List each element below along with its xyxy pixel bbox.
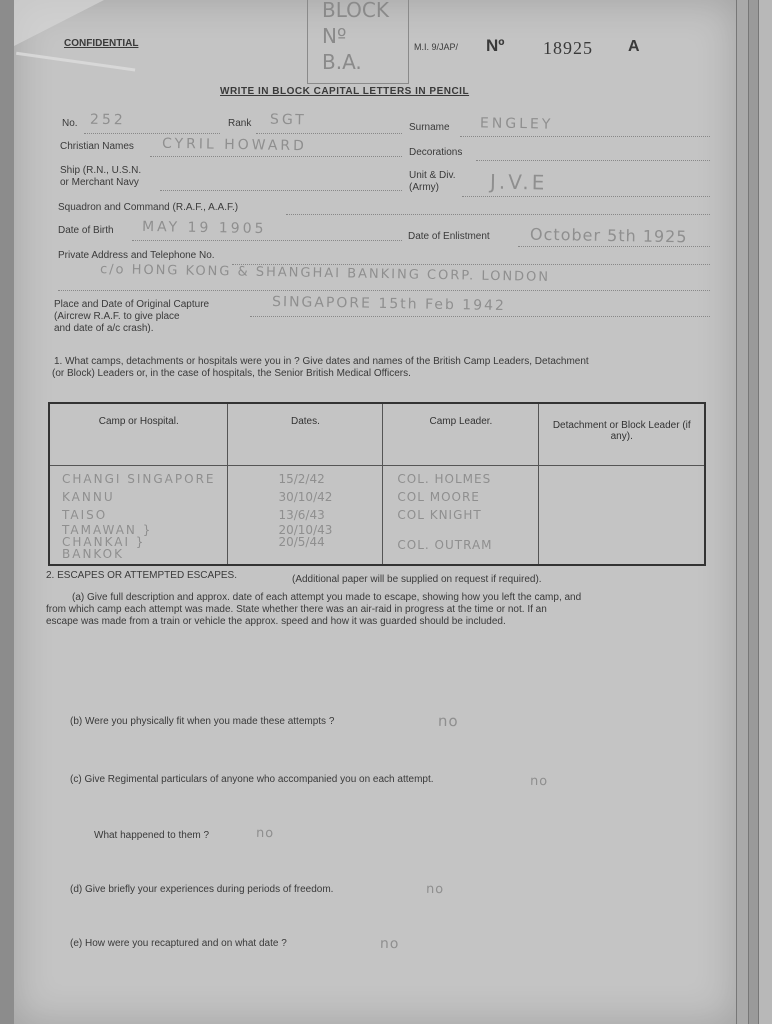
question-2e-text: (e) How were you recaptured and on what date ? — [70, 938, 287, 949]
field-line — [286, 214, 710, 215]
question-2a-text: (a) Give full description and approx. date of each attempt you made to escape, showing how you left the camp, and — [72, 592, 582, 603]
christian-names-label: Christian Names — [60, 141, 134, 152]
binding-edge — [0, 0, 14, 1024]
question-2d-answer: no — [425, 881, 445, 898]
date-cell: 30/10/42 — [278, 490, 333, 504]
camp-cell: KANNU — [62, 490, 115, 504]
column-header: Dates. — [228, 403, 383, 466]
detachment-column — [539, 466, 705, 566]
confidential-label: CONFIDENTIAL — [64, 38, 139, 49]
camp-column — [49, 466, 228, 566]
camp-cell: TAISO — [62, 508, 108, 522]
date-cell: 13/6/43 — [278, 508, 325, 522]
column-header: Detachment or Block Leader (if any). — [539, 403, 705, 466]
no-label: No. — [62, 118, 78, 129]
question-what-text: What happened to them ? — [94, 830, 210, 841]
capture-label: (Aircrew R.A.F. to give place — [54, 311, 180, 322]
leader-cell: COL MOORE — [397, 490, 480, 504]
page-stack-edge — [758, 0, 772, 1024]
question-1-text: (or Block) Leaders or, in the case of hospitals, the Senior British Medical Officers. — [52, 368, 411, 379]
instruction-heading: WRITE IN BLOCK CAPITAL LETTERS IN PENCIL — [220, 86, 470, 97]
camps-table — [48, 402, 706, 566]
mi-reference: M.I. 9/JAP/ — [414, 42, 459, 52]
question-2-note: (Additional paper will be supplied on request if required). — [292, 574, 542, 585]
column-header: Camp Leader. — [383, 403, 539, 466]
treasury-tag — [13, 52, 136, 95]
camp-cell: CHANKAI } — [62, 535, 146, 549]
surname-value: ENGLEY — [479, 115, 554, 133]
column-header: Camp or Hospital. — [49, 403, 228, 466]
field-line — [160, 190, 402, 191]
question-2a-text: escape was made from a train or vehicle the approx. speed and how it was guarded should be included. — [46, 616, 506, 627]
form-letter: A — [628, 38, 640, 55]
question-2b-answer: no — [437, 711, 459, 731]
field-line — [250, 316, 710, 317]
leader-cell: COL KNIGHT — [397, 508, 482, 522]
capture-value: SINGAPORE 15th Feb 1942 — [271, 293, 507, 315]
dob-value: MAY 19 1905 — [141, 218, 267, 238]
block-stamp — [307, 0, 409, 84]
date-cell: 20/5/44 — [278, 535, 325, 549]
leader-cell: COL. OUTRAM — [397, 538, 493, 552]
field-line — [256, 133, 402, 134]
dates-column — [228, 466, 383, 566]
leader-column — [383, 466, 539, 566]
dob-label: Date of Birth — [58, 225, 114, 236]
decorations-label: Decorations — [409, 147, 463, 158]
address-label: Private Address and Telephone No. — [58, 250, 215, 261]
field-line — [58, 290, 710, 291]
question-2b-text: (b) Were you physically fit when you made these attempts ? — [70, 716, 335, 727]
camp-cell: TAMAWAN } — [62, 523, 153, 537]
rank-label: Rank — [228, 118, 252, 129]
field-line — [460, 136, 710, 137]
question-2e-answer: no — [379, 935, 400, 953]
camp-cell: CHANGI SINGAPORE — [62, 472, 216, 486]
question-2-title: 2. ESCAPES OR ATTEMPTED ESCAPES. — [46, 570, 237, 581]
question-2d-text: (d) Give briefly your experiences during periods of freedom. — [70, 884, 334, 895]
ship-label: or Merchant Navy — [60, 177, 139, 188]
field-line — [84, 133, 220, 134]
no-value: 252 — [89, 111, 126, 129]
field-line — [476, 160, 710, 161]
block-stamp-line: B.A. — [322, 50, 362, 74]
squadron-label: Squadron and Command (R.A.F., A.A.F.) — [58, 202, 239, 213]
surname-label: Surname — [409, 122, 450, 133]
number-label: Nº — [486, 36, 505, 55]
unit-label: (Army) — [409, 182, 439, 193]
field-line — [518, 246, 710, 247]
enlistment-value: October 5th 1925 — [529, 224, 688, 247]
capture-label: Place and Date of Original Capture — [54, 299, 210, 310]
leader-cell: COL. HOLMES — [397, 472, 492, 486]
field-line — [132, 240, 402, 241]
camp-cell: BANKOK — [62, 547, 124, 561]
form-number: 18925 — [543, 38, 593, 58]
ship-label: Ship (R.N., U.S.N. — [60, 165, 142, 176]
rank-value: SGT — [269, 111, 307, 129]
unit-label: Unit & Div. — [409, 170, 456, 181]
christian-names-value: CYRIL HOWARD — [161, 135, 308, 155]
unit-value: J.V.E — [489, 169, 548, 195]
field-line — [462, 196, 710, 197]
question-2c-text: (c) Give Regimental particulars of anyone who accompanied you on each attempt. — [70, 774, 434, 785]
address-value: c/o HONG KONG & SHANGHAI BANKING CORP. LONDON — [99, 262, 551, 285]
question-what-answer: no — [255, 825, 275, 842]
date-cell: 20/10/43 — [278, 523, 333, 537]
capture-label: and date of a/c crash). — [54, 323, 154, 334]
date-cell: 15/2/42 — [278, 472, 325, 486]
enlistment-label: Date of Enlistment — [408, 231, 490, 242]
block-stamp-line: BLOCK — [322, 0, 389, 22]
question-2c-answer: no — [529, 773, 549, 790]
field-line — [150, 156, 402, 157]
block-stamp-line: Nº — [322, 24, 347, 48]
question-2a-text: from which camp each attempt was made. State whether there was an air-raid in progress at the time or not. If an — [46, 604, 547, 615]
question-1-text: 1. What camps, detachments or hospitals were you in ? Give dates and names of the British Camp Leaders, Detachment — [54, 356, 589, 367]
